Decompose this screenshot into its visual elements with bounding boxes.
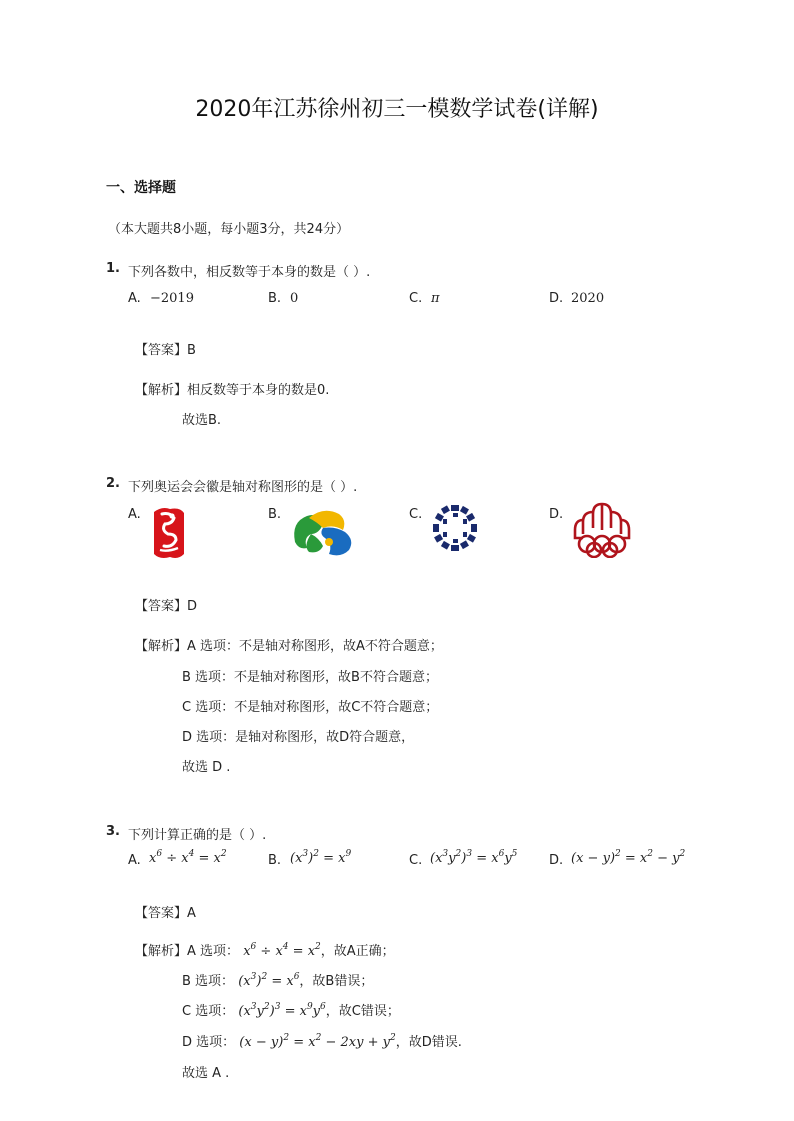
q3-answer-label: 【答案】 bbox=[135, 906, 188, 921]
q3-option-d-expression: $(x - y)^2 = x^2 - y^2$ bbox=[571, 849, 686, 866]
q1-analysis-text: 相反数等于本身的数是0. bbox=[187, 383, 330, 398]
q1-option-d-letter: D. bbox=[549, 291, 564, 306]
q3-analysis-suffix-a: ，故A正确； bbox=[320, 944, 395, 959]
q3-analysis-prefix-c: C 选项： bbox=[182, 1004, 235, 1019]
q1-analysis-label: 【解析】 bbox=[135, 383, 188, 398]
q3-option-b-letter: B. bbox=[268, 853, 282, 868]
q3-analysis-line-2 bbox=[182, 970, 373, 989]
q1-option-a-letter: A. bbox=[128, 291, 141, 306]
q3-option-a-letter: A. bbox=[128, 853, 141, 868]
q3-analysis-suffix-c: ，故C错误； bbox=[325, 1004, 400, 1019]
q3-analysis-suffix-d: ，故D错误. bbox=[395, 1035, 462, 1050]
q3-option-c-letter: C. bbox=[409, 853, 423, 868]
q3-answer bbox=[135, 902, 196, 921]
rio-emblem-icon bbox=[289, 504, 359, 558]
q3-option-d-letter: D. bbox=[549, 853, 564, 868]
q2-analysis-line-1 bbox=[135, 635, 443, 654]
q2-stem: 下列奥运会会徽是轴对称图形的是（ ）. bbox=[128, 480, 358, 495]
q3-conclusion: 故选 A . bbox=[182, 1066, 230, 1081]
q3-analysis-expression-c: $(x^3y^2)^3 = x^9y^6$ bbox=[238, 1002, 326, 1019]
q1-analysis-line-1 bbox=[135, 379, 329, 398]
q3-option-a-expression: $x^6 \div x^4 = x^2$ bbox=[149, 849, 227, 866]
q2-analysis-line-3: C 选项：不是轴对称图形，故C不符合题意； bbox=[182, 700, 439, 715]
q1-option-c-value: π bbox=[431, 291, 440, 306]
q3-analysis-line-1 bbox=[135, 940, 395, 959]
q2-analysis-line-2: B 选项：不是轴对称图形，故B不符合题意； bbox=[182, 670, 438, 685]
q2-option-d-letter: D. bbox=[549, 507, 564, 522]
section-note: （本大题共8小题，每小题3分，共24分） bbox=[108, 222, 350, 237]
q1-answer bbox=[135, 339, 196, 358]
q3-analysis-line-3 bbox=[182, 1000, 400, 1019]
q1-option-b-value: 0 bbox=[290, 291, 299, 306]
beijing-emblem-icon bbox=[148, 504, 190, 562]
q3-analysis-label: 【解析】 bbox=[135, 944, 188, 959]
q2-analysis-text: A 选项：不是轴对称图形，故A不符合题意； bbox=[187, 639, 443, 654]
q3-analysis-prefix-d: D 选项： bbox=[182, 1035, 236, 1050]
q2-analysis-line-5: 故选 D . bbox=[182, 760, 231, 775]
q2-analysis-label: 【解析】 bbox=[135, 639, 188, 654]
tokyo-emblem-icon bbox=[430, 503, 480, 553]
q2-analysis-line-4: D 选项：是轴对称图形，故D符合题意， bbox=[182, 730, 415, 745]
q3-option-b-expression: $(x^3)^2 = x^9$ bbox=[290, 849, 352, 866]
q3-analysis-expression-a: $x^6 \div x^4 = x^2$ bbox=[243, 942, 321, 959]
q2-number: 2. bbox=[106, 476, 120, 491]
q1-option-a-value: −2019 bbox=[150, 291, 194, 306]
q3-analysis-line-4 bbox=[182, 1031, 462, 1050]
q1-option-c-letter: C. bbox=[409, 291, 423, 306]
q1-answer-value: B bbox=[187, 343, 196, 358]
q3-analysis-expression-b: $(x^3)^2 = x^6$ bbox=[238, 972, 300, 989]
q3-stem: 下列计算正确的是（ ）. bbox=[128, 828, 267, 843]
q3-analysis-suffix-b: ，故B错误； bbox=[299, 974, 374, 989]
q3-analysis-prefix-a: A 选项： bbox=[187, 944, 240, 959]
q3-option-c-expression: $(x^3y^2)^3 = x^6y^5$ bbox=[430, 849, 518, 866]
q2-answer-value: D bbox=[187, 599, 198, 614]
montreal-emblem-icon bbox=[571, 500, 633, 558]
q3-answer-value: A bbox=[187, 906, 196, 921]
q2-option-c-letter: C. bbox=[409, 507, 423, 522]
q1-analysis-line-2: 故选B. bbox=[182, 413, 222, 428]
q3-number: 3. bbox=[106, 824, 120, 839]
q1-answer-label: 【答案】 bbox=[135, 343, 188, 358]
q1-stem: 下列各数中，相反数等于本身的数是（ ）. bbox=[128, 265, 371, 280]
q1-number: 1. bbox=[106, 261, 120, 276]
section-heading: 一、选择题 bbox=[106, 180, 176, 196]
q3-analysis-expression-d: $(x - y)^2 = x^2 - 2xy + y^2$ bbox=[239, 1033, 396, 1050]
q1-option-d-value: 2020 bbox=[571, 291, 605, 306]
q1-option-b-letter: B. bbox=[268, 291, 282, 306]
q2-option-b-letter: B. bbox=[268, 507, 282, 522]
q2-answer bbox=[135, 595, 197, 614]
q2-option-a-letter: A. bbox=[128, 507, 141, 522]
q3-analysis-prefix-b: B 选项： bbox=[182, 974, 235, 989]
q2-answer-label: 【答案】 bbox=[135, 599, 188, 614]
page-title: 2020年江苏徐州初三一模数学试卷(详解) bbox=[195, 97, 599, 122]
